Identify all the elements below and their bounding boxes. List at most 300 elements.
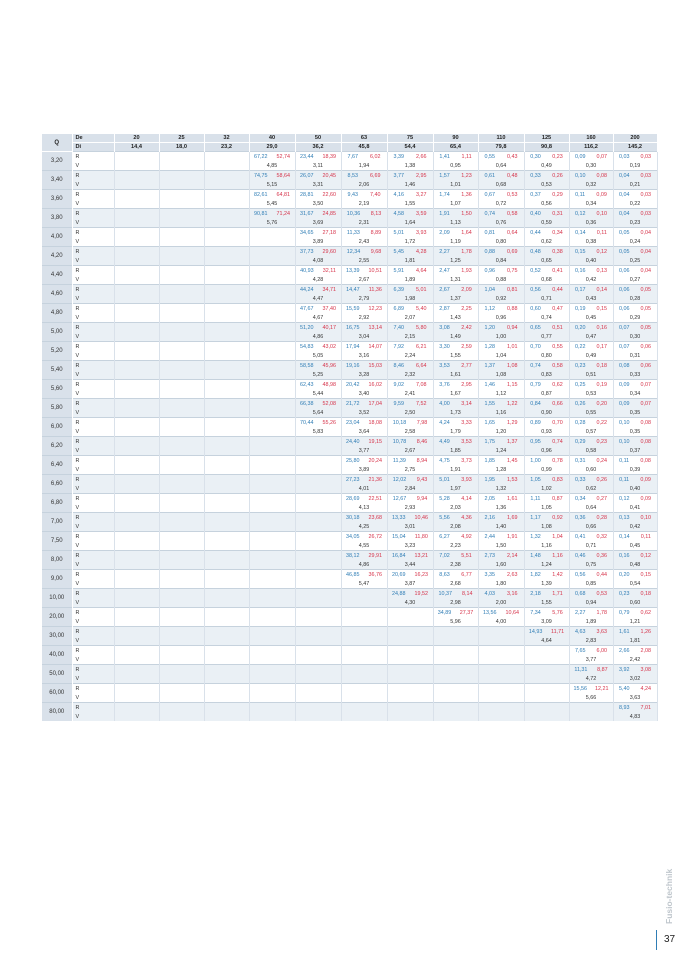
velocity-value: 0,68 bbox=[495, 181, 507, 188]
velocity-value: 0,87 bbox=[541, 390, 552, 397]
r-pair bbox=[479, 495, 524, 503]
r-cell bbox=[613, 456, 657, 466]
r-value: 14,47 bbox=[346, 286, 360, 293]
r-cell bbox=[524, 703, 569, 713]
r-value: 1,37 bbox=[484, 362, 495, 369]
r-cell bbox=[295, 342, 341, 352]
velocity-value: 4,64 bbox=[541, 637, 552, 644]
v-cell bbox=[569, 693, 613, 703]
r-cell bbox=[387, 513, 433, 523]
r-pair bbox=[388, 191, 433, 199]
r-value-alt: 3,53 bbox=[461, 438, 472, 445]
di-label: Di bbox=[72, 143, 114, 152]
r-cell bbox=[204, 475, 249, 485]
velocity-value: 3,89 bbox=[312, 238, 324, 245]
r-pair bbox=[479, 362, 524, 370]
velocity-value: 0,25 bbox=[629, 257, 641, 264]
r-cell bbox=[433, 361, 478, 371]
r-cell bbox=[569, 323, 613, 333]
r-cell bbox=[159, 589, 204, 599]
r-value-alt: 16,02 bbox=[368, 381, 382, 388]
r-cell bbox=[613, 418, 657, 428]
velocity-value: 0,21 bbox=[629, 181, 641, 188]
r-cell bbox=[478, 418, 524, 428]
velocity-value: 2,68 bbox=[450, 580, 461, 587]
r-pair bbox=[434, 438, 478, 446]
r-cell bbox=[569, 646, 613, 656]
v-cell bbox=[295, 560, 341, 570]
v-cell bbox=[433, 579, 478, 589]
r-label: R bbox=[72, 608, 114, 618]
r-cell bbox=[387, 418, 433, 428]
r-cell bbox=[613, 209, 657, 219]
r-cell bbox=[295, 589, 341, 599]
velocity-value: 3,77 bbox=[585, 656, 597, 663]
r-cell bbox=[204, 608, 249, 618]
r-cell bbox=[478, 361, 524, 371]
v-cell bbox=[613, 351, 657, 361]
v-cell bbox=[159, 199, 204, 209]
r-value: 0,09 bbox=[575, 153, 586, 160]
r-cell bbox=[387, 152, 433, 162]
v-cell bbox=[295, 446, 341, 456]
r-cell bbox=[295, 532, 341, 542]
velocity-value: 0,45 bbox=[629, 542, 641, 549]
velocity-value: 2,79 bbox=[358, 295, 370, 302]
r-cell bbox=[613, 513, 657, 523]
v-cell bbox=[114, 560, 159, 570]
r-label: R bbox=[72, 323, 114, 333]
v-cell bbox=[569, 199, 613, 209]
table-row-v bbox=[42, 712, 657, 721]
velocity-value: 3,11 bbox=[312, 162, 324, 169]
table-row-v bbox=[42, 161, 657, 171]
r-pair bbox=[525, 267, 569, 275]
r-value-alt: 0,08 bbox=[640, 438, 651, 445]
r-value-alt: 0,04 bbox=[640, 267, 651, 274]
r-pair bbox=[614, 704, 657, 712]
v-cell bbox=[387, 484, 433, 494]
v-cell bbox=[613, 237, 657, 247]
velocity-value: 2,19 bbox=[358, 200, 370, 207]
r-cell bbox=[204, 437, 249, 447]
velocity-value: 2,41 bbox=[404, 390, 416, 397]
velocity-value: 3,89 bbox=[358, 466, 370, 473]
table-row-r bbox=[42, 589, 657, 599]
r-cell bbox=[341, 494, 387, 504]
v-cell bbox=[478, 332, 524, 342]
v-cell bbox=[204, 503, 249, 513]
v-label: V bbox=[72, 332, 114, 342]
r-value: 8,46 bbox=[393, 362, 404, 369]
r-label: R bbox=[72, 532, 114, 542]
r-pair bbox=[296, 210, 341, 218]
r-value-alt: 10,51 bbox=[368, 267, 382, 274]
r-value-alt: 1,37 bbox=[507, 438, 518, 445]
r-cell bbox=[204, 646, 249, 656]
r-cell bbox=[387, 684, 433, 694]
v-cell bbox=[387, 180, 433, 190]
r-value-alt: 0,07 bbox=[640, 400, 651, 407]
r-value-alt: 8,46 bbox=[416, 438, 428, 445]
r-value-alt: 27,37 bbox=[459, 609, 474, 616]
v-cell bbox=[114, 522, 159, 532]
r-value-alt: 15,03 bbox=[368, 362, 382, 369]
r-cell bbox=[249, 285, 295, 295]
r-pair bbox=[479, 400, 524, 408]
r-cell bbox=[249, 456, 295, 466]
r-cell bbox=[433, 228, 478, 238]
r-value: 0,14 bbox=[575, 229, 586, 236]
r-pair bbox=[479, 305, 524, 313]
v-cell bbox=[114, 617, 159, 627]
r-cell bbox=[295, 399, 341, 409]
v-cell bbox=[569, 636, 613, 646]
r-pair bbox=[614, 438, 657, 446]
flow-rate-cell: 8,00 bbox=[42, 551, 72, 570]
r-cell bbox=[295, 570, 341, 580]
r-cell bbox=[159, 437, 204, 447]
r-cell bbox=[478, 380, 524, 390]
flow-rate-cell: 7,00 bbox=[42, 513, 72, 532]
table-row-v bbox=[42, 560, 657, 570]
v-cell bbox=[387, 712, 433, 721]
r-cell bbox=[478, 513, 524, 523]
r-cell bbox=[433, 684, 478, 694]
di-header: 18,0 bbox=[159, 143, 204, 152]
velocity-value: 5,96 bbox=[450, 618, 461, 625]
velocity-value: 0,40 bbox=[585, 257, 597, 264]
r-cell bbox=[613, 475, 657, 485]
v-cell bbox=[204, 674, 249, 684]
r-cell bbox=[613, 646, 657, 656]
velocity-value: 1,38 bbox=[404, 162, 416, 169]
velocity-value: 0,34 bbox=[585, 200, 597, 207]
velocity-value: 1,25 bbox=[450, 257, 461, 264]
q-header: Q bbox=[42, 134, 72, 152]
r-cell bbox=[249, 418, 295, 428]
v-cell bbox=[341, 541, 387, 551]
r-pair bbox=[296, 381, 341, 389]
v-cell bbox=[387, 218, 433, 228]
v-cell bbox=[524, 522, 569, 532]
r-cell bbox=[387, 475, 433, 485]
r-value-alt: 17,04 bbox=[368, 400, 382, 407]
r-value: 23,04 bbox=[346, 419, 360, 426]
r-cell bbox=[204, 589, 249, 599]
r-cell bbox=[341, 190, 387, 200]
r-pair bbox=[614, 229, 657, 237]
r-cell bbox=[204, 380, 249, 390]
r-value-alt: 1,08 bbox=[507, 362, 518, 369]
r-pair bbox=[388, 362, 433, 370]
r-value-alt: 18,39 bbox=[322, 153, 336, 160]
r-value: 6,39 bbox=[393, 286, 404, 293]
v-cell bbox=[613, 465, 657, 475]
r-cell bbox=[478, 570, 524, 580]
r-value-alt: 43,02 bbox=[322, 343, 336, 350]
v-cell bbox=[295, 370, 341, 380]
r-value: 2,66 bbox=[619, 647, 630, 654]
r-cell bbox=[569, 342, 613, 352]
velocity-value: 0,62 bbox=[585, 485, 597, 492]
r-value: 0,65 bbox=[530, 324, 541, 331]
r-pair bbox=[570, 248, 613, 256]
v-cell bbox=[478, 256, 524, 266]
v-cell bbox=[524, 408, 569, 418]
r-cell bbox=[114, 513, 159, 523]
r-value-alt: 1,42 bbox=[552, 571, 563, 578]
v-cell bbox=[295, 541, 341, 551]
r-cell bbox=[433, 665, 478, 675]
v-cell bbox=[613, 674, 657, 684]
v-cell bbox=[204, 370, 249, 380]
r-pair bbox=[342, 153, 387, 161]
v-cell bbox=[341, 161, 387, 171]
v-cell bbox=[569, 237, 613, 247]
r-value-alt: 37,40 bbox=[322, 305, 336, 312]
r-value: 0,22 bbox=[575, 343, 586, 350]
v-cell bbox=[249, 541, 295, 551]
r-pair bbox=[388, 552, 433, 560]
v-cell bbox=[524, 674, 569, 684]
v-cell bbox=[387, 427, 433, 437]
r-cell bbox=[524, 171, 569, 181]
r-value: 10,36 bbox=[346, 210, 361, 217]
flow-rate-cell: 4,00 bbox=[42, 228, 72, 247]
velocity-value: 5,83 bbox=[312, 428, 324, 435]
r-value-alt: 0,12 bbox=[640, 552, 651, 559]
r-value-alt: 0,10 bbox=[596, 210, 607, 217]
r-cell bbox=[341, 608, 387, 618]
flow-rate-cell: 50,00 bbox=[42, 665, 72, 684]
v-cell bbox=[613, 370, 657, 380]
r-cell bbox=[204, 342, 249, 352]
r-value-alt: 29,91 bbox=[368, 552, 382, 559]
r-cell bbox=[295, 190, 341, 200]
v-cell bbox=[159, 389, 204, 399]
velocity-value: 4,01 bbox=[358, 485, 370, 492]
velocity-value: 1,80 bbox=[495, 580, 507, 587]
r-value: 37,73 bbox=[300, 248, 314, 255]
r-cell bbox=[341, 380, 387, 390]
di-header: 145,2 bbox=[613, 143, 657, 152]
r-value: 24,88 bbox=[392, 590, 406, 597]
table-row-r bbox=[42, 380, 657, 390]
r-cell bbox=[387, 304, 433, 314]
r-value-alt: 5,80 bbox=[416, 324, 427, 331]
r-pair bbox=[570, 438, 613, 446]
r-value: 28,69 bbox=[346, 495, 360, 502]
v-cell bbox=[433, 674, 478, 684]
flow-rate-cell: 7,50 bbox=[42, 532, 72, 551]
v-cell bbox=[387, 370, 433, 380]
r-pair bbox=[570, 647, 613, 655]
r-value-alt: 2,09 bbox=[461, 286, 472, 293]
v-cell bbox=[613, 218, 657, 228]
table-row-r bbox=[42, 646, 657, 656]
v-cell bbox=[433, 275, 478, 285]
r-cell bbox=[159, 285, 204, 295]
r-cell bbox=[524, 304, 569, 314]
table-row-v bbox=[42, 427, 657, 437]
v-cell bbox=[295, 484, 341, 494]
r-pair bbox=[614, 571, 657, 579]
r-cell bbox=[204, 627, 249, 637]
r-value: 0,12 bbox=[619, 495, 630, 502]
v-label: V bbox=[72, 560, 114, 570]
velocity-value: 1,00 bbox=[495, 333, 507, 340]
r-cell bbox=[478, 399, 524, 409]
r-cell bbox=[524, 152, 569, 162]
r-pair bbox=[614, 476, 657, 484]
velocity-value: 1,67 bbox=[450, 390, 461, 397]
r-label: R bbox=[72, 380, 114, 390]
v-cell bbox=[569, 161, 613, 171]
velocity-value: 0,75 bbox=[585, 561, 597, 568]
r-cell bbox=[613, 152, 657, 162]
r-value: 0,37 bbox=[530, 191, 541, 198]
table-row-r bbox=[42, 171, 657, 181]
v-cell bbox=[433, 598, 478, 608]
velocity-value: 0,32 bbox=[585, 181, 597, 188]
r-value: 3,35 bbox=[484, 571, 495, 578]
r-value-alt: 58,64 bbox=[276, 172, 290, 179]
r-value: 4,75 bbox=[439, 457, 450, 464]
v-cell bbox=[295, 389, 341, 399]
r-pair bbox=[342, 191, 387, 199]
v-cell bbox=[478, 693, 524, 703]
r-pair bbox=[570, 153, 613, 161]
r-cell bbox=[204, 684, 249, 694]
velocity-value: 1,91 bbox=[450, 466, 461, 473]
r-value-alt: 0,03 bbox=[640, 210, 651, 217]
r-cell bbox=[387, 323, 433, 333]
v-cell bbox=[524, 199, 569, 209]
v-cell bbox=[524, 503, 569, 513]
r-pair bbox=[296, 267, 341, 275]
r-cell bbox=[569, 228, 613, 238]
v-label: V bbox=[72, 674, 114, 684]
r-value-alt: 0,05 bbox=[640, 286, 651, 293]
r-cell bbox=[159, 684, 204, 694]
r-value: 67,22 bbox=[254, 153, 268, 160]
velocity-value: 1,89 bbox=[404, 276, 416, 283]
r-pair bbox=[614, 628, 657, 636]
r-pair bbox=[342, 248, 387, 256]
r-cell bbox=[478, 551, 524, 561]
v-cell bbox=[159, 579, 204, 589]
velocity-value: 2,03 bbox=[450, 504, 461, 511]
flow-rate-cell: 80,00 bbox=[42, 703, 72, 722]
velocity-value: 5,64 bbox=[312, 409, 324, 416]
velocity-value: 2,93 bbox=[404, 504, 416, 511]
velocity-value: 1,97 bbox=[450, 485, 461, 492]
r-cell bbox=[159, 342, 204, 352]
r-value: 0,07 bbox=[619, 324, 630, 331]
velocity-value: 0,94 bbox=[585, 599, 597, 606]
r-value-alt: 0,36 bbox=[596, 552, 607, 559]
r-cell bbox=[569, 285, 613, 295]
velocity-value: 0,96 bbox=[541, 447, 552, 454]
r-value: 0,15 bbox=[575, 248, 586, 255]
r-pair bbox=[342, 400, 387, 408]
velocity-value: 5,66 bbox=[585, 694, 597, 701]
v-label: V bbox=[72, 256, 114, 266]
v-cell bbox=[524, 465, 569, 475]
velocity-value: 1,98 bbox=[404, 295, 416, 302]
r-value-alt: 7,40 bbox=[370, 191, 381, 198]
de-header: 50 bbox=[295, 134, 341, 143]
velocity-value: 2,83 bbox=[585, 637, 597, 644]
v-cell bbox=[524, 617, 569, 627]
v-label: V bbox=[72, 636, 114, 646]
r-value-alt: 16,23 bbox=[414, 571, 428, 578]
r-value-alt: 26,72 bbox=[368, 533, 382, 540]
r-cell bbox=[249, 513, 295, 523]
velocity-value: 2,43 bbox=[358, 238, 370, 245]
r-value: 13,56 bbox=[483, 609, 497, 616]
v-cell bbox=[478, 351, 524, 361]
di-header: 54,4 bbox=[387, 143, 433, 152]
v-label: V bbox=[72, 541, 114, 551]
table-row-v bbox=[42, 408, 657, 418]
v-cell bbox=[524, 712, 569, 721]
velocity-value: 2,00 bbox=[495, 599, 507, 606]
r-cell bbox=[159, 190, 204, 200]
v-cell bbox=[295, 294, 341, 304]
v-cell bbox=[159, 408, 204, 418]
r-pair bbox=[614, 495, 657, 503]
r-value-alt: 8,94 bbox=[416, 457, 428, 464]
r-cell bbox=[569, 494, 613, 504]
r-value: 34,65 bbox=[300, 229, 314, 236]
velocity-value: 1,49 bbox=[450, 333, 461, 340]
v-cell bbox=[295, 655, 341, 665]
r-label: R bbox=[72, 437, 114, 447]
v-cell bbox=[204, 465, 249, 475]
table-row-r bbox=[42, 475, 657, 485]
r-cell bbox=[204, 304, 249, 314]
v-cell bbox=[295, 218, 341, 228]
velocity-value: 4,86 bbox=[358, 561, 370, 568]
r-cell bbox=[204, 228, 249, 238]
r-value: 0,60 bbox=[530, 305, 541, 312]
r-cell bbox=[613, 437, 657, 447]
r-cell bbox=[613, 608, 657, 618]
table-row-v bbox=[42, 332, 657, 342]
v-cell bbox=[341, 370, 387, 380]
r-pair bbox=[525, 400, 569, 408]
r-value-alt: 7,08 bbox=[416, 381, 427, 388]
r-value: 28,81 bbox=[300, 191, 314, 198]
r-cell bbox=[204, 323, 249, 333]
r-value-alt: 0,62 bbox=[552, 381, 563, 388]
r-value: 10,78 bbox=[392, 438, 407, 445]
r-pair bbox=[479, 457, 524, 465]
r-cell bbox=[159, 361, 204, 371]
r-cell bbox=[114, 551, 159, 561]
flow-rate-cell: 5,20 bbox=[42, 342, 72, 361]
r-value: 0,19 bbox=[575, 305, 586, 312]
r-value-alt: 0,44 bbox=[596, 571, 607, 578]
velocity-value: 0,85 bbox=[585, 580, 597, 587]
r-pair bbox=[614, 590, 657, 598]
v-cell bbox=[524, 598, 569, 608]
r-cell bbox=[159, 456, 204, 466]
v-cell bbox=[295, 275, 341, 285]
r-cell bbox=[159, 608, 204, 618]
